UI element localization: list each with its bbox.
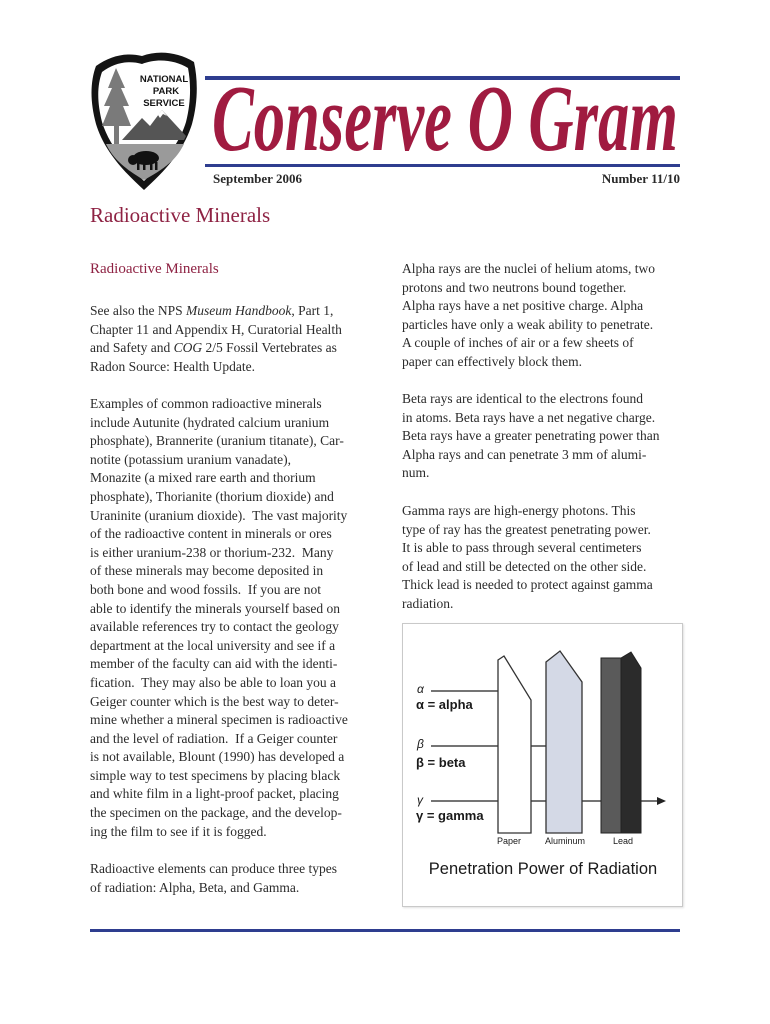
text-line: is either uranium-238 or thorium-232. Many bbox=[90, 544, 334, 560]
publication-title bbox=[208, 80, 682, 164]
text-line: Alpha rays and can penetrate 3 mm of alumi- bbox=[402, 446, 647, 462]
text-line: the specimen on the package, and the develop- bbox=[90, 805, 342, 821]
examples-paragraph bbox=[90, 395, 348, 841]
text-line: Gamma rays are high-energy photons. This bbox=[402, 503, 636, 518]
logo-text-national: NATIONAL bbox=[139, 74, 189, 85]
paper-label: Paper bbox=[496, 836, 522, 846]
beta-paragraph bbox=[402, 390, 660, 483]
handbook-title: Museum Handbook bbox=[186, 303, 292, 318]
text-line: both bone and wood fossils. If you are not bbox=[90, 581, 321, 597]
text-line: particles have only a weak ability to penetrate. bbox=[402, 316, 654, 332]
text-line: Beta rays have a greater penetrating power than bbox=[402, 428, 660, 444]
text-line: of radiation: Alpha, Beta, and Gamma. bbox=[90, 879, 300, 895]
text-line: phosphate), Brannerite (uranium titanate), Car- bbox=[90, 433, 344, 449]
text-line: Alpha rays are the nuclei of helium atoms, two bbox=[402, 261, 656, 276]
text-line bbox=[90, 339, 342, 358]
text-line: Examples of common radioactive minerals bbox=[90, 396, 322, 411]
text-line: available references try to contact the geology bbox=[90, 619, 339, 635]
text-line: department at the local university and see if a bbox=[90, 637, 336, 653]
text-line: num. bbox=[402, 465, 430, 481]
gamma-label: γ = gamma bbox=[416, 808, 484, 823]
figure-caption: Penetration Power of Radiation bbox=[428, 860, 658, 878]
issue-date: September 2006 bbox=[213, 171, 302, 186]
gamma-arrowhead-icon bbox=[657, 797, 666, 805]
text-line: member of the faculty can aid with the identi- bbox=[90, 656, 338, 672]
text-line: type of ray has the greatest penetrating power. bbox=[402, 521, 651, 537]
text-line: fication. They may also be able to loan you a bbox=[90, 674, 337, 690]
text-line: radiation. bbox=[402, 595, 454, 611]
text-line: of lead and still be detected on the other side. bbox=[402, 558, 647, 574]
text-line: Monazite (a mixed rare earth and thorium bbox=[90, 470, 316, 486]
text-line: of these minerals may become deposited in bbox=[90, 563, 324, 579]
text-line: phosphate), Thorianite (thorium dioxide) and bbox=[90, 488, 334, 504]
text-line: is not available, Blount (1990) has developed a bbox=[90, 749, 345, 765]
radiation-types-paragraph bbox=[90, 860, 337, 897]
logo-text-service: SERVICE bbox=[143, 98, 185, 109]
nps-arrowhead-icon bbox=[86, 46, 202, 192]
lead-label: Lead bbox=[612, 836, 634, 846]
text-line: Geiger counter which is the best way to deter- bbox=[90, 693, 339, 709]
gamma-symbol: γ bbox=[417, 793, 423, 807]
text-span: See also the NPS bbox=[90, 303, 186, 318]
publication-title-text: Conserve O Gram bbox=[212, 80, 678, 164]
text-line: Alpha rays have a net positive charge. Alpha bbox=[402, 298, 644, 314]
text-line: mine whether a mineral specimen is radioactive bbox=[90, 712, 348, 728]
aluminum-label: Aluminum bbox=[544, 836, 586, 846]
text-span: and Safety and bbox=[90, 340, 174, 356]
text-line: Radioactive elements can produce three types bbox=[90, 861, 338, 876]
text-line: Radon Source: Health Update. bbox=[90, 358, 255, 374]
aluminum-shield bbox=[546, 651, 582, 833]
alpha-label: α = alpha bbox=[416, 697, 473, 712]
penetration-diagram bbox=[403, 624, 682, 906]
text-line: notite (potassium uranium vanadate), bbox=[90, 451, 291, 467]
text-line: include Autunite (hydrated calcium uranium bbox=[90, 414, 330, 430]
section-heading: Radioactive Minerals bbox=[90, 261, 219, 277]
article-title: Radioactive Minerals bbox=[90, 203, 271, 227]
logo-text-park: PARK bbox=[152, 86, 180, 97]
text-line: of the radioactive content in minerals or ores bbox=[90, 526, 332, 542]
text-line: Thick lead is needed to protect against gamma bbox=[402, 577, 653, 593]
see-also-paragraph bbox=[90, 302, 342, 376]
text-line bbox=[90, 302, 342, 321]
text-line: Uraninite (uranium dioxide). The vast majority bbox=[90, 507, 348, 523]
lead-shield-front bbox=[601, 658, 621, 833]
cog-reference: COG bbox=[173, 340, 203, 356]
lead-shield-side bbox=[621, 652, 641, 833]
text-line: It is able to pass through several centimeters bbox=[402, 540, 642, 556]
text-line: Beta rays are identical to the electrons found bbox=[402, 391, 644, 406]
text-line: able to identify the minerals yourself based on bbox=[90, 600, 341, 616]
header-bottom-rule bbox=[205, 164, 680, 167]
text-line: simple way to test specimens by placing black bbox=[90, 767, 341, 783]
text-line: in atoms. Beta rays have a net negative charge. bbox=[402, 409, 656, 425]
alpha-symbol: α bbox=[417, 682, 424, 696]
radiation-penetration-figure bbox=[402, 623, 683, 907]
text-line: and white film in a light-proof packet, placing bbox=[90, 786, 339, 802]
text-line: Chapter 11 and Appendix H, Curatorial Health bbox=[90, 321, 342, 337]
text-line: paper can effectively block them. bbox=[402, 353, 583, 369]
gamma-paragraph bbox=[402, 502, 653, 614]
issue-number: Number 11/10 bbox=[601, 171, 680, 186]
footer-rule bbox=[90, 929, 680, 932]
text-line: protons and two neutrons bound together. bbox=[402, 279, 627, 295]
text-span: 2/5 Fossil Vertebrates as bbox=[202, 340, 337, 356]
alpha-paragraph bbox=[402, 260, 655, 372]
text-span: , Part 1, bbox=[291, 303, 334, 318]
text-line: A couple of inches of air or a few sheets of bbox=[402, 335, 634, 351]
text-line: and the level of radiation. If a Geiger counter bbox=[90, 730, 338, 746]
beta-label: β = beta bbox=[416, 755, 466, 770]
text-line: ing the film to see if it is fogged. bbox=[90, 823, 267, 839]
beta-symbol: β bbox=[417, 737, 424, 751]
paper-shield bbox=[498, 656, 531, 833]
